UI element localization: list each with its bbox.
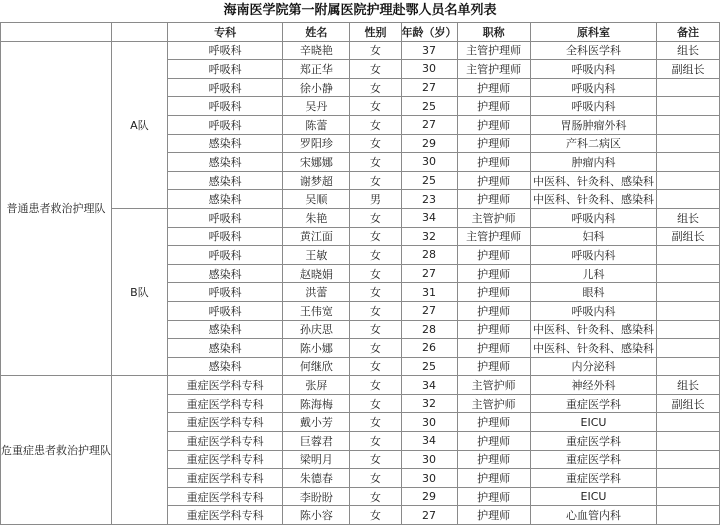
cell-sex: 女: [350, 450, 401, 469]
cell-dept: 眼科: [530, 283, 656, 302]
cell-dept: EICU: [530, 487, 656, 506]
cell-sex: 女: [350, 208, 401, 227]
cell-sex: 女: [350, 97, 401, 116]
cell-sex: 女: [350, 413, 401, 432]
cell-title: 护理师: [457, 153, 530, 172]
cell-age: 27: [401, 301, 457, 320]
cell-dept: 心血管内科: [530, 506, 656, 525]
cell-title: 护理师: [457, 171, 530, 190]
cell-specialty: 重症医学科专科: [167, 487, 282, 506]
cell-note: [657, 487, 720, 506]
cell-title: 护理师: [457, 283, 530, 302]
cell-name: 赵晓娟: [283, 264, 350, 283]
cell-specialty: 呼吸科: [167, 115, 282, 134]
cell-name: 孙庆思: [283, 320, 350, 339]
table-header-row: [1, 23, 720, 42]
cell-name: 谢梦超: [283, 171, 350, 190]
cell-specialty: 重症医学科专科: [167, 506, 282, 525]
cell-title: 护理师: [457, 469, 530, 488]
cell-age: 28: [401, 320, 457, 339]
cell-dept: 内分泌科: [530, 357, 656, 376]
cell-dept: 重症医学科: [530, 394, 656, 413]
cell-name: 宋娜娜: [283, 153, 350, 172]
cell-specialty: 感染科: [167, 134, 282, 153]
cell-specialty: 感染科: [167, 153, 282, 172]
cell-age: 23: [401, 190, 457, 209]
cell-dept: 产科二病区: [530, 134, 656, 153]
cell-title: 主管护理师: [457, 60, 530, 79]
cell-sex: 女: [350, 60, 401, 79]
cell-specialty: 重症医学科专科: [167, 450, 282, 469]
group-label: 普通患者救治护理队: [1, 41, 112, 376]
cell-specialty: 呼吸科: [167, 246, 282, 265]
cell-name: 洪蕾: [283, 283, 350, 302]
cell-specialty: 呼吸科: [167, 283, 282, 302]
cell-dept: 妇科: [530, 227, 656, 246]
cell-name: 朱艳: [283, 208, 350, 227]
cell-title: 护理师: [457, 450, 530, 469]
cell-sex: 女: [350, 320, 401, 339]
cell-name: 陈小容: [283, 506, 350, 525]
cell-title: 护理师: [457, 487, 530, 506]
cell-note: [657, 283, 720, 302]
cell-note: [657, 357, 720, 376]
group-label: 危重症患者救治护理队: [1, 376, 112, 525]
cell-name: 张屏: [283, 376, 350, 395]
cell-name: 李盼盼: [283, 487, 350, 506]
cell-dept: 呼吸内科: [530, 97, 656, 116]
cell-specialty: 感染科: [167, 320, 282, 339]
cell-title: 护理师: [457, 190, 530, 209]
cell-name: 吴顺: [283, 190, 350, 209]
cell-note: 组长: [657, 376, 720, 395]
header-blank-group: [1, 23, 112, 42]
cell-age: 27: [401, 264, 457, 283]
cell-specialty: 重症医学科专科: [167, 432, 282, 451]
cell-age: 34: [401, 432, 457, 451]
cell-age: 30: [401, 413, 457, 432]
cell-title: 主管护师: [457, 208, 530, 227]
cell-note: 副组长: [657, 227, 720, 246]
cell-sex: 女: [350, 264, 401, 283]
cell-specialty: 呼吸科: [167, 78, 282, 97]
cell-age: 26: [401, 339, 457, 358]
cell-dept: 肿瘤内科: [530, 153, 656, 172]
cell-note: 组长: [657, 208, 720, 227]
cell-dept: 胃肠肿瘤外科: [530, 115, 656, 134]
cell-name: 辛晓艳: [283, 41, 350, 60]
cell-note: [657, 97, 720, 116]
cell-age: 34: [401, 208, 457, 227]
header-note: 备注: [657, 23, 720, 42]
cell-name: 陈蕾: [283, 115, 350, 134]
cell-sex: 女: [350, 506, 401, 525]
cell-age: 30: [401, 60, 457, 79]
cell-note: [657, 115, 720, 134]
cell-sex: 女: [350, 171, 401, 190]
cell-dept: 重症医学科: [530, 432, 656, 451]
cell-age: 37: [401, 41, 457, 60]
cell-specialty: 重症医学科专科: [167, 469, 282, 488]
cell-title: 护理师: [457, 413, 530, 432]
header-specialty: 专科: [167, 23, 282, 42]
cell-dept: 呼吸内科: [530, 78, 656, 97]
cell-age: 32: [401, 394, 457, 413]
cell-sex: 女: [350, 283, 401, 302]
cell-note: [657, 78, 720, 97]
cell-dept: 儿科: [530, 264, 656, 283]
cell-age: 28: [401, 246, 457, 265]
cell-note: [657, 432, 720, 451]
cell-dept: 神经外科: [530, 376, 656, 395]
cell-specialty: 感染科: [167, 264, 282, 283]
header-sex: 性别: [350, 23, 401, 42]
cell-name: 陈海梅: [283, 394, 350, 413]
roster-table: [0, 22, 720, 525]
cell-sex: 女: [350, 376, 401, 395]
cell-dept: 重症医学科: [530, 469, 656, 488]
cell-specialty: 呼吸科: [167, 97, 282, 116]
cell-note: [657, 171, 720, 190]
cell-note: [657, 506, 720, 525]
cell-note: [657, 450, 720, 469]
cell-specialty: 感染科: [167, 357, 282, 376]
cell-sex: 女: [350, 432, 401, 451]
cell-note: [657, 339, 720, 358]
header-title: 职称: [457, 23, 530, 42]
page-title: 海南医学院第一附属医院护理赴鄂人员名单列表: [223, 3, 497, 18]
cell-name: 吴丹: [283, 97, 350, 116]
cell-title: 护理师: [457, 97, 530, 116]
cell-note: [657, 190, 720, 209]
cell-sex: 女: [350, 246, 401, 265]
cell-name: 巨蓉君: [283, 432, 350, 451]
cell-note: [657, 264, 720, 283]
cell-sex: 女: [350, 78, 401, 97]
cell-title: 护理师: [457, 134, 530, 153]
team-label: A队: [112, 41, 168, 208]
cell-title: 护理师: [457, 264, 530, 283]
cell-name: 徐小静: [283, 78, 350, 97]
cell-name: 何继欣: [283, 357, 350, 376]
cell-name: 罗阳珍: [283, 134, 350, 153]
team-label: B队: [112, 208, 168, 375]
cell-name: 黄江面: [283, 227, 350, 246]
cell-title: 主管护师: [457, 394, 530, 413]
cell-sex: 女: [350, 115, 401, 134]
cell-note: [657, 134, 720, 153]
cell-sex: 女: [350, 469, 401, 488]
cell-note: 组长: [657, 41, 720, 60]
cell-sex: 男: [350, 190, 401, 209]
cell-title: 主管护师: [457, 376, 530, 395]
cell-name: 王伟宽: [283, 301, 350, 320]
cell-specialty: 感染科: [167, 171, 282, 190]
cell-sex: 女: [350, 41, 401, 60]
cell-dept: 呼吸内科: [530, 301, 656, 320]
cell-age: 30: [401, 469, 457, 488]
cell-title: 护理师: [457, 246, 530, 265]
cell-title: 护理师: [457, 320, 530, 339]
cell-sex: 女: [350, 134, 401, 153]
cell-title: 护理师: [457, 301, 530, 320]
cell-note: [657, 413, 720, 432]
cell-note: 副组长: [657, 60, 720, 79]
cell-dept: 中医科、针灸科、感染科: [530, 339, 656, 358]
cell-sex: 女: [350, 153, 401, 172]
cell-dept: 全科医学科: [530, 41, 656, 60]
cell-title: 护理师: [457, 506, 530, 525]
cell-dept: 呼吸内科: [530, 246, 656, 265]
cell-title: 主管护理师: [457, 41, 530, 60]
cell-age: 29: [401, 134, 457, 153]
cell-age: 25: [401, 171, 457, 190]
cell-specialty: 呼吸科: [167, 60, 282, 79]
cell-note: [657, 301, 720, 320]
cell-dept: EICU: [530, 413, 656, 432]
cell-age: 32: [401, 227, 457, 246]
cell-sex: 女: [350, 394, 401, 413]
cell-title: 护理师: [457, 339, 530, 358]
cell-specialty: 呼吸科: [167, 208, 282, 227]
cell-title: 护理师: [457, 432, 530, 451]
cell-note: 副组长: [657, 394, 720, 413]
cell-specialty: 呼吸科: [167, 301, 282, 320]
cell-name: 戴小芳: [283, 413, 350, 432]
cell-name: 郑正华: [283, 60, 350, 79]
cell-specialty: 呼吸科: [167, 41, 282, 60]
cell-dept: 重症医学科: [530, 450, 656, 469]
cell-age: 34: [401, 376, 457, 395]
cell-age: 27: [401, 506, 457, 525]
cell-sex: 女: [350, 227, 401, 246]
cell-age: 31: [401, 283, 457, 302]
header-name: 姓名: [283, 23, 350, 42]
cell-age: 25: [401, 97, 457, 116]
table-row: [1, 376, 720, 395]
cell-dept: 呼吸内科: [530, 60, 656, 79]
cell-age: 27: [401, 78, 457, 97]
header-blank-team: [112, 23, 168, 42]
header-dept: 原科室: [530, 23, 656, 42]
cell-age: 30: [401, 153, 457, 172]
header-age: 年龄（岁）: [401, 23, 457, 42]
cell-age: 30: [401, 450, 457, 469]
cell-dept: 中医科、针灸科、感染科: [530, 190, 656, 209]
table-body: [1, 41, 720, 524]
cell-note: [657, 153, 720, 172]
cell-title: 护理师: [457, 78, 530, 97]
cell-specialty: 重症医学科专科: [167, 376, 282, 395]
cell-name: 梁明月: [283, 450, 350, 469]
cell-title: 护理师: [457, 115, 530, 134]
cell-specialty: 重症医学科专科: [167, 394, 282, 413]
cell-name: 朱德春: [283, 469, 350, 488]
cell-sex: 女: [350, 357, 401, 376]
cell-name: 陈小娜: [283, 339, 350, 358]
team-label: [112, 376, 168, 525]
cell-specialty: 呼吸科: [167, 227, 282, 246]
cell-sex: 女: [350, 339, 401, 358]
cell-sex: 女: [350, 301, 401, 320]
cell-dept: 中医科、针灸科、感染科: [530, 171, 656, 190]
cell-dept: 呼吸内科: [530, 208, 656, 227]
cell-specialty: 重症医学科专科: [167, 413, 282, 432]
cell-title: 护理师: [457, 357, 530, 376]
cell-sex: 女: [350, 487, 401, 506]
cell-name: 王敏: [283, 246, 350, 265]
cell-specialty: 感染科: [167, 339, 282, 358]
cell-note: [657, 246, 720, 265]
cell-specialty: 感染科: [167, 190, 282, 209]
cell-title: 主管护理师: [457, 227, 530, 246]
cell-age: 27: [401, 115, 457, 134]
cell-age: 25: [401, 357, 457, 376]
cell-dept: 中医科、针灸科、感染科: [530, 320, 656, 339]
table-row: [1, 41, 720, 60]
cell-note: [657, 320, 720, 339]
cell-age: 29: [401, 487, 457, 506]
